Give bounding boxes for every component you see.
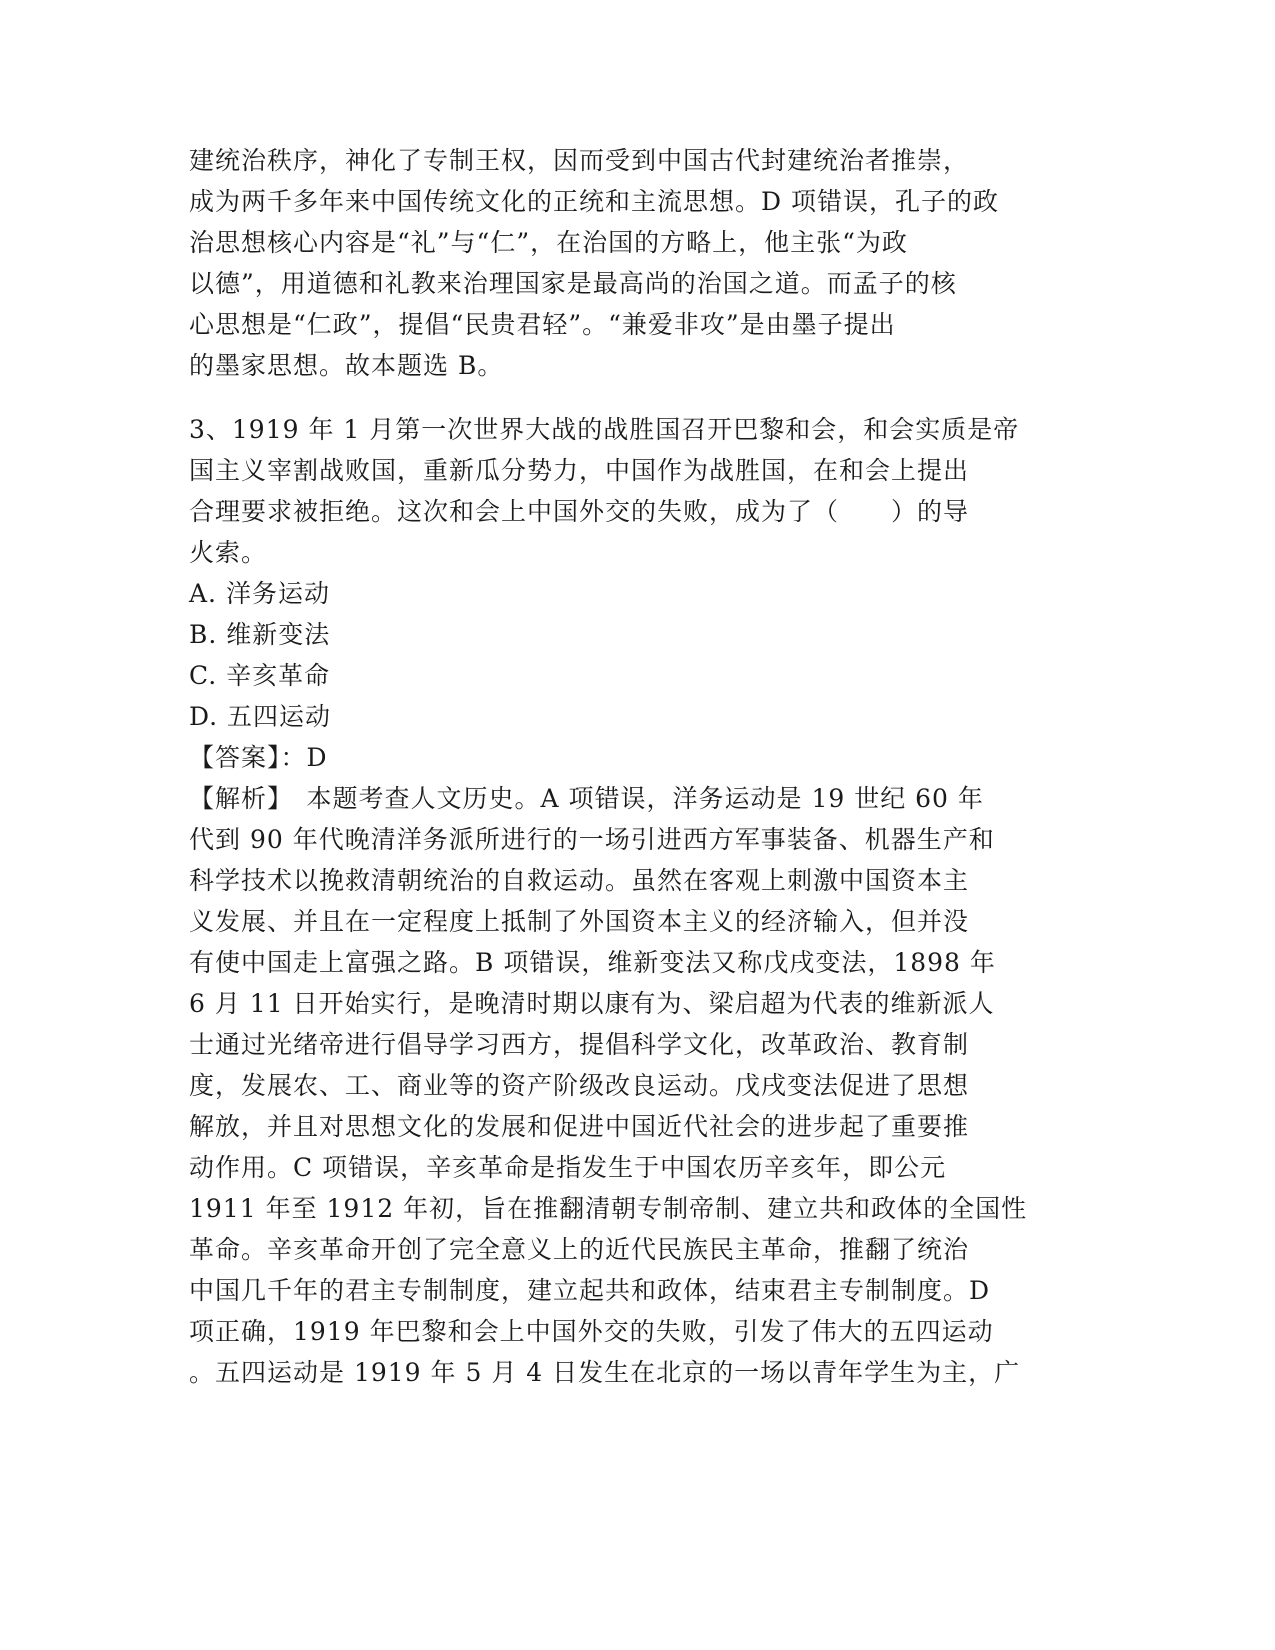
question-line: 国主义宰割战败国，重新瓜分势力，中国作为战胜国，在和会上提出 (189, 456, 970, 485)
paragraph-line: 建统治秩序，神化了专制王权，因而受到中国古代封建统治者推崇， (189, 146, 970, 175)
analysis-line: 1911 年至 1912 年初，旨在推翻清朝专制帝制、建立共和政体的全国性 (189, 1194, 1028, 1223)
analysis-line: 。五四运动是 1919 年 5 月 4 日发生在北京的一场以青年学生为主，广 (189, 1358, 1021, 1387)
paragraph-line: 以德”，用道德和礼教来治理国家是最高尚的治国之道。而孟子的核 (189, 269, 957, 298)
question-line: 合理要求被拒绝。这次和会上中国外交的失败，成为了（ ）的导 (189, 497, 970, 526)
option-b: B. 维新变法 (189, 620, 331, 649)
question-line: 3、1919 年 1 月第一次世界大战的战胜国召开巴黎和会，和会实质是帝 (189, 415, 1020, 444)
analysis-line: 士通过光绪帝进行倡导学习西方，提倡科学文化，改革政治、教育制 (189, 1030, 970, 1059)
answer-line: 【答案】：D (189, 743, 328, 772)
paragraph-line: 的墨家思想。故本题选 B。 (189, 351, 504, 380)
analysis-line: 解放，并且对思想文化的发展和促进中国近代社会的进步起了重要推 (189, 1112, 970, 1141)
question-line: 火索。 (189, 538, 268, 567)
paragraph-line: 治思想核心内容是“礼”与“仁”，在治国的方略上，他主张“为政 (189, 228, 908, 257)
analysis-line: 度，发展农、工、商业等的资产阶级改良运动。戊戌变法促进了思想 (189, 1071, 970, 1100)
paragraph-line: 心思想是“仁政”，提倡“民贵君轻”。“兼爱非攻”是由墨子提出 (189, 310, 896, 339)
paragraph-line: 成为两千多年来中国传统文化的正统和主流思想。D 项错误，孔子的政 (189, 187, 999, 216)
analysis-line: 义发展、并且在一定程度上抵制了外国资本主义的经济输入，但并没 (189, 907, 970, 936)
analysis-line: 中国几千年的君主专制制度，建立起共和政体，结束君主专制制度。D (189, 1276, 991, 1305)
analysis-line: 项正确，1919 年巴黎和会上中国外交的失败，引发了伟大的五四运动 (189, 1317, 994, 1346)
analysis-line: 有使中国走上富强之路。B 项错误，维新变法又称戊戌变法，1898 年 (189, 948, 996, 977)
option-c: C. 辛亥革命 (189, 661, 331, 690)
analysis-line: 【解析】 本题考查人文历史。A 项错误，洋务运动是 19 世纪 60 年 (189, 784, 984, 813)
analysis-line: 科学技术以挽救清朝统治的自救运动。虽然在客观上刺激中国资本主 (189, 866, 970, 895)
option-d: D. 五四运动 (189, 702, 332, 731)
analysis-line: 革命。辛亥革命开创了完全意义上的近代民族民主革命，推翻了统治 (189, 1235, 970, 1264)
analysis-line: 动作用。C 项错误，辛亥革命是指发生于中国农历辛亥年，即公元 (189, 1153, 947, 1182)
analysis-line: 6 月 11 日开始实行，是晚清时期以康有为、梁启超为代表的维新派人 (189, 989, 995, 1018)
analysis-line: 代到 90 年代晚清洋务派所进行的一场引进西方军事装备、机器生产和 (189, 825, 995, 854)
option-a: A. 洋务运动 (189, 579, 330, 608)
